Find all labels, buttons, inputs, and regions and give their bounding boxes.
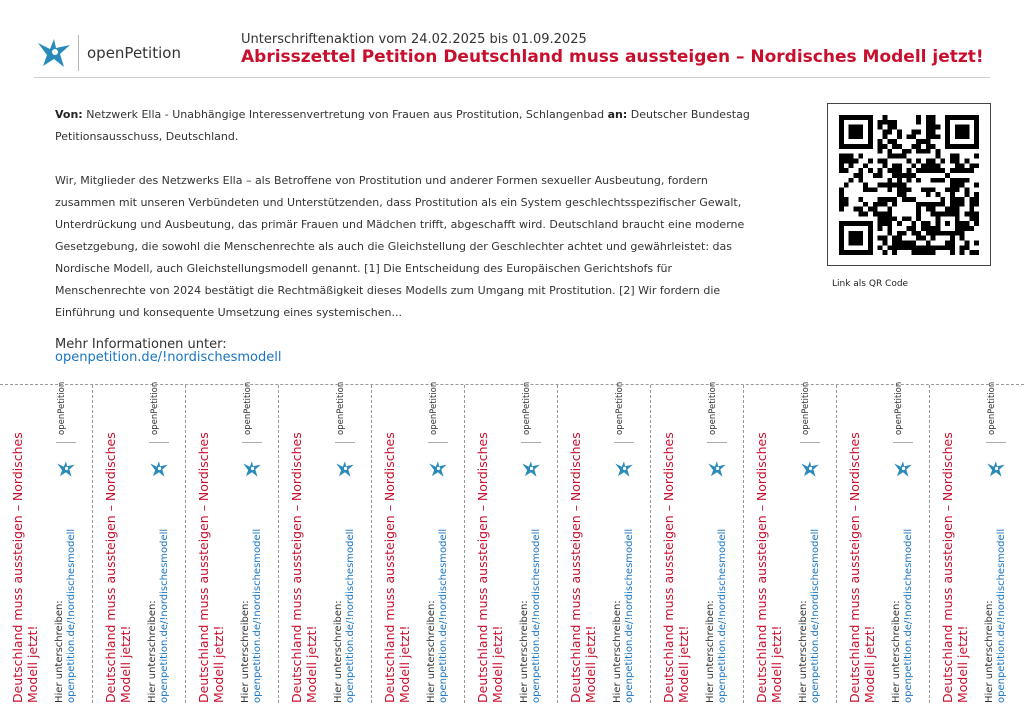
strip-sign-info — [984, 503, 1008, 703]
bird-logo-icon — [892, 458, 914, 480]
strip-logo-separator — [335, 442, 355, 443]
strip-logo-text: openPetition — [57, 381, 67, 435]
strip-sign-label: Hier unterschreiben: — [798, 600, 809, 703]
petition-body — [55, 104, 755, 324]
strip-sign-link[interactable]: openpetition.de/!nordischesmodell — [717, 528, 728, 703]
strip-sign-label: Hier unterschreiben: — [147, 600, 158, 703]
strip-sign-link[interactable]: openpetition.de/!nordischesmodell — [66, 528, 77, 703]
strip-logo-text: openPetition — [336, 381, 346, 435]
strip-logo-text: openPetition — [615, 381, 625, 435]
bird-logo-icon — [520, 458, 542, 480]
bird-logo-icon — [148, 458, 170, 480]
to-value: Deutscher Bundestag Petitionsausschuss, Deutschland. — [55, 108, 750, 143]
tear-off-strip — [0, 381, 93, 703]
strip-sign-label: Hier unterschreiben: — [519, 600, 530, 703]
qr-caption: Link als QR Code — [832, 279, 909, 289]
strip-sign-info — [147, 503, 171, 703]
bird-logo-icon — [55, 458, 77, 480]
strip-sign-label: Hier unterschreiben: — [333, 600, 344, 703]
bird-logo-icon — [706, 458, 728, 480]
strip-sign-label: Hier unterschreiben: — [612, 600, 623, 703]
strip-sign-label: Hier unterschreiben: — [705, 600, 716, 703]
strip-sign-link[interactable]: openpetition.de/!nordischesmodell — [531, 528, 542, 703]
campaign-dates: Unterschriftenaktion vom 24.02.2025 bis 01.09.2025 — [241, 32, 587, 47]
tear-off-strip — [279, 381, 372, 703]
strip-sign-info — [705, 503, 729, 703]
tear-off-strip — [930, 381, 1023, 703]
strip-logo-text: openPetition — [801, 381, 811, 435]
strip-sign-info — [240, 503, 264, 703]
strip-logo-text: openPetition — [243, 381, 253, 435]
strip-sign-label: Hier unterschreiben: — [426, 600, 437, 703]
petition-address — [55, 104, 755, 148]
tear-off-strip — [372, 381, 465, 703]
strip-title: Deutschland muss aussteigen – Nordisches Modell jetzt! — [382, 432, 412, 703]
openpetition-logo — [34, 33, 184, 73]
strip-title: Deutschland muss aussteigen – Nordisches Modell jetzt! — [847, 432, 877, 703]
strip-title: Deutschland muss aussteigen – Nordisches Modell jetzt! — [10, 432, 40, 703]
bird-logo-icon — [241, 458, 263, 480]
from-label: Von: — [55, 108, 83, 121]
strip-title: Deutschland muss aussteigen – Nordisches Modell jetzt! — [661, 432, 691, 703]
tear-off-strips — [0, 381, 1024, 724]
strip-sign-link[interactable]: openpetition.de/!nordischesmodell — [810, 528, 821, 703]
strip-logo-text: openPetition — [522, 381, 532, 435]
qr-code[interactable] — [827, 103, 991, 266]
strip-title: Deutschland muss aussteigen – Nordisches Modell jetzt! — [940, 432, 970, 703]
strip-sign-info — [426, 503, 450, 703]
strip-logo-separator — [56, 442, 76, 443]
logo-text: openPetition — [87, 44, 181, 62]
strip-logo-text: openPetition — [708, 381, 718, 435]
strip-logo-text: openPetition — [894, 381, 904, 435]
strip-logo-separator — [614, 442, 634, 443]
strip-sign-link[interactable]: openpetition.de/!nordischesmodell — [996, 528, 1007, 703]
strip-sign-info — [891, 503, 915, 703]
strip-sign-label: Hier unterschreiben: — [54, 600, 65, 703]
tear-off-strip — [744, 381, 837, 703]
strip-title: Deutschland muss aussteigen – Nordisches Modell jetzt! — [103, 432, 133, 703]
strip-sign-info — [519, 503, 543, 703]
strip-logo-separator — [242, 442, 262, 443]
bird-logo-icon — [34, 33, 74, 73]
tear-off-strip — [837, 381, 930, 703]
page-title: Abrisszettel Petition Deutschland muss aussteigen – Nordisches Modell jetzt! — [241, 47, 984, 67]
strip-sign-label: Hier unterschreiben: — [984, 600, 995, 703]
strip-title: Deutschland muss aussteigen – Nordisches Modell jetzt! — [475, 432, 505, 703]
strip-logo-separator — [986, 442, 1006, 443]
bird-logo-icon — [334, 458, 356, 480]
strip-sign-info — [798, 503, 822, 703]
strip-sign-link[interactable]: openpetition.de/!nordischesmodell — [345, 528, 356, 703]
strip-sign-link[interactable]: openpetition.de/!nordischesmodell — [438, 528, 449, 703]
strip-logo-text: openPetition — [987, 381, 997, 435]
more-info-link[interactable]: openpetition.de/!nordischesmodell — [55, 350, 282, 365]
strip-sign-link[interactable]: openpetition.de/!nordischesmodell — [624, 528, 635, 703]
strip-title: Deutschland muss aussteigen – Nordisches Modell jetzt! — [196, 432, 226, 703]
qr-code-image — [839, 115, 979, 255]
strip-sign-label: Hier unterschreiben: — [240, 600, 251, 703]
bird-logo-icon — [799, 458, 821, 480]
strip-logo-separator — [893, 442, 913, 443]
strip-sign-info — [612, 503, 636, 703]
tear-off-strip — [465, 381, 558, 703]
strip-sign-link[interactable]: openpetition.de/!nordischesmodell — [903, 528, 914, 703]
strip-logo-separator — [521, 442, 541, 443]
strip-logo-text: openPetition — [429, 381, 439, 435]
strip-sign-label: Hier unterschreiben: — [891, 600, 902, 703]
strip-sign-link[interactable]: openpetition.de/!nordischesmodell — [159, 528, 170, 703]
strip-logo-separator — [149, 442, 169, 443]
strip-logo-separator — [707, 442, 727, 443]
strip-logo-separator — [428, 442, 448, 443]
strip-logo-separator — [800, 442, 820, 443]
tear-off-strip — [651, 381, 744, 703]
strip-title: Deutschland muss aussteigen – Nordisches Modell jetzt! — [754, 432, 784, 703]
strip-sign-info — [333, 503, 357, 703]
strip-title: Deutschland muss aussteigen – Nordisches Modell jetzt! — [568, 432, 598, 703]
strip-title: Deutschland muss aussteigen – Nordisches Modell jetzt! — [289, 432, 319, 703]
strip-sign-link[interactable]: openpetition.de/!nordischesmodell — [252, 528, 263, 703]
bird-logo-icon — [427, 458, 449, 480]
to-label: an: — [607, 108, 628, 121]
bird-logo-icon — [985, 458, 1007, 480]
bird-logo-icon — [613, 458, 635, 480]
tear-off-strip — [558, 381, 651, 703]
logo-separator — [78, 35, 79, 71]
tear-off-strip — [93, 381, 186, 703]
from-value: Netzwerk Ella - Unabhängige Interessenvertretung von Frauen aus Prostitution, Schlangenbad — [86, 108, 605, 121]
header-divider — [34, 77, 990, 78]
more-info-label: Mehr Informationen unter: — [55, 337, 227, 352]
tear-off-strip — [186, 381, 279, 703]
strip-sign-info — [54, 503, 78, 703]
petition-text: Wir, Mitglieder des Netzwerks Ella – als Betroffene von Prostitution und anderer Formen sexueller Ausbeutung, fordern zusammen mit unseren Verbündeten und Unterstützenden, dass Prostitution als ein System geschlechtsspezifischer Gewalt, Unterdrückung und Ausbeutung, das primär Frauen und Mädchen trifft, abgeschafft wird. Deutschland braucht eine moderne Gesetzgebung, die sowohl die Menschenrechte als auch die Gleichstellung der Geschlechter achtet und gewährleistet: das Nordische Modell, auch Gleichstellungsmodell genannt. [1] Die Entscheidung des Europäischen Gerichtshofs für Menschenrechte von 2024 bestätigt die Rechtmäßigkeit dieses Modells zum Umgang mit Prostitution. [2] Wir fordern die Einführung und konsequente Umsetzung eines systemischen... — [55, 174, 745, 319]
strip-logo-text: openPetition — [150, 381, 160, 435]
